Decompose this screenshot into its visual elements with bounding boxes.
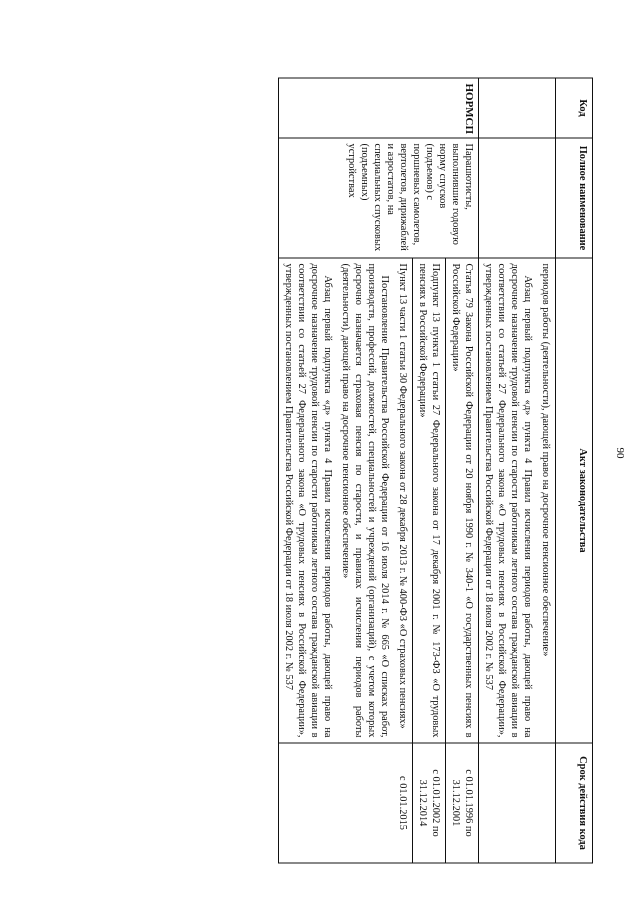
act-paragraph: Подпункт 13 пункта 1 статьи 27 Федерального закона от 17 декабря 2001 г. № 173-ФЗ «О трудовых пенсиях в Российской Федерации» bbox=[417, 263, 441, 738]
act-cell-1 bbox=[446, 258, 479, 743]
act-paragraph: Постановление Правительства Российской Федерации от 16 июля 2014 г. № 665 «О списках работ, производств, профессий, должностей, специальностей и учреждений (организаций), с учетом которых досрочно назначается страховая пенсия по старости, и правилах исчисления периодов работы (деятельности), дающей право на досрочное пенсионное обеспечение» bbox=[340, 263, 390, 738]
codes-table bbox=[278, 78, 593, 864]
continuation-name-cell bbox=[479, 138, 556, 258]
table-row bbox=[446, 78, 479, 863]
header-term: Срок действия кода bbox=[556, 743, 593, 863]
act-paragraph: Абзац первый подпункта «д» пункта 4 Правил исчисления периодов работы, дающей право на досрочное назначение трудовой пенсии по старости работникам летного состава гражданской авиации в соответствии со статьей 27 Федерального закона «О трудовых пенсиях в Российской Федерации», утвержденных постановлением Правительства Российской Федерации от 18 июля 2002 г. № 537 bbox=[283, 263, 333, 738]
term-cell-1: с 01.01.1996 по 31.12.2001 bbox=[446, 743, 479, 863]
continuation-code-cell bbox=[479, 78, 556, 138]
act-paragraph: периодов работы (деятельности), дающей право на досрочное пенсионное обеспечение» bbox=[540, 263, 551, 657]
continuation-act-cell bbox=[479, 258, 556, 743]
term-cell-3: с 01.01.2015 bbox=[279, 743, 413, 863]
act-cell-3 bbox=[279, 258, 413, 743]
row-full-name: Парашютисты, выполнившие годовую норму спусков (подъемов) с поршневых самолетов, вертолетов, дирижаблей и аэростатов, на специальных спусковых (подъемных) устройствах bbox=[279, 138, 479, 258]
table-header-row bbox=[556, 78, 593, 863]
row-code: НОРМСП bbox=[279, 78, 479, 138]
term-cell-2: с 01.01.2002 по 31.12.2014 bbox=[413, 743, 446, 863]
act-cell-2 bbox=[413, 258, 446, 743]
act-paragraph: Абзац первый подпункта «д» пункта 4 Правил исчисления периодов работы, дающей право на досрочное назначение трудовой пенсии по старости работникам летного состава гражданской авиации в соответствии со статьей 27 Федерального закона «О трудовых пенсиях в Российской Федерации», утвержденных постановлением Правительства Российской Федерации от 18 июля 2002 г. № 537 bbox=[483, 263, 533, 738]
continuation-row bbox=[479, 78, 556, 863]
act-paragraph: Статья 79 Закона Российской Федерации от 20 ноября 1990 г. № 340-1 «О государственных пенсиях в Российской Федерации» bbox=[450, 263, 474, 738]
header-full-name: Полное наименование bbox=[556, 138, 593, 258]
header-act: Акт законодательства bbox=[556, 258, 593, 743]
act-paragraph: Пункт 13 части 1 статьи 30 Федерального закона от 28 декабря 2013 г. № 400-ФЗ «О страховых пенсиях» bbox=[397, 263, 408, 729]
document-page bbox=[47, 78, 593, 863]
continuation-term-cell bbox=[479, 743, 556, 863]
header-code: Код bbox=[556, 78, 593, 138]
page-number: 90 bbox=[614, 447, 626, 459]
